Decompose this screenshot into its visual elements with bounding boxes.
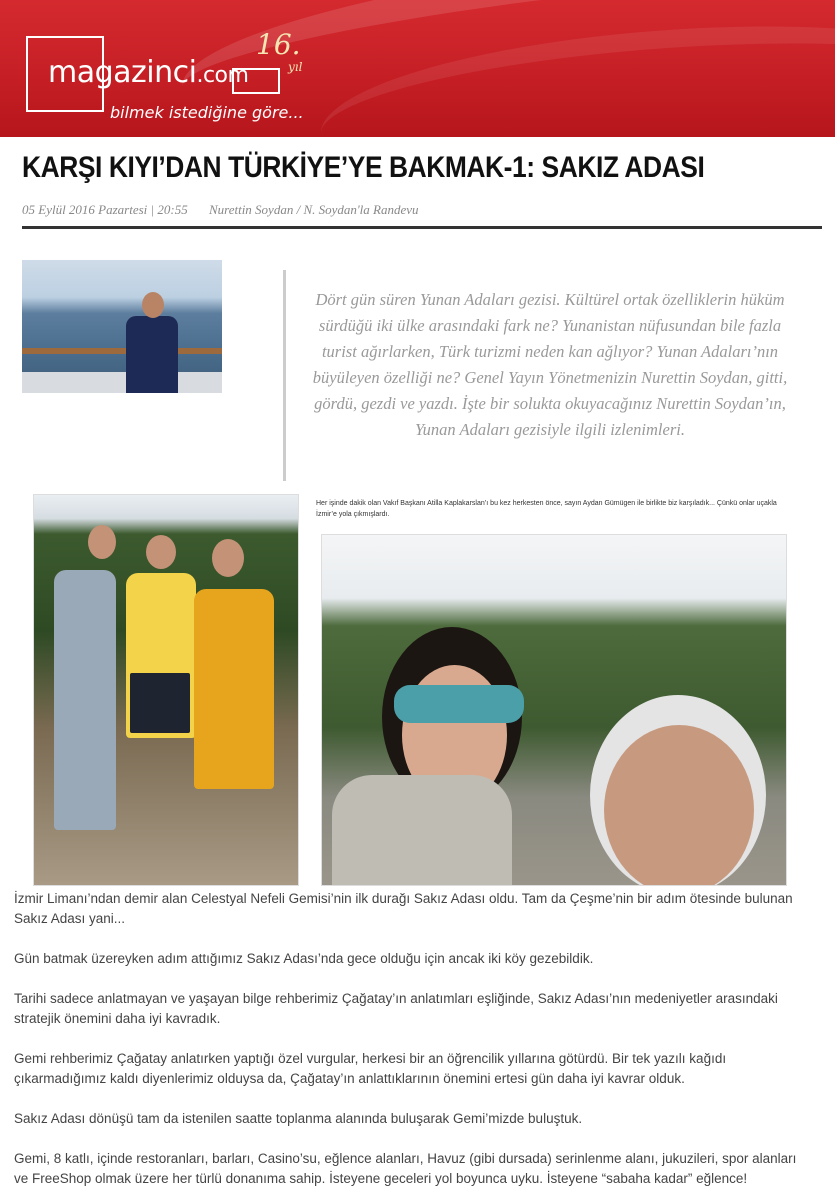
article-date: 05 Eylül 2016 Pazartesi | 20:55: [22, 202, 188, 217]
photo-person-head: [142, 292, 164, 318]
body-paragraph: Tarihi sadece anlatmayan ve yaşayan bilge rehberimiz Çağatay’ın anlatımları eşliğinde, Sakız Adası’nın medeniyetler arasındaki stratejik önemini daha iyi kavradık.: [14, 991, 778, 1026]
article-meta: [22, 202, 419, 218]
anniversary-suffix: yıl: [288, 60, 303, 74]
body-paragraph: Sakız Adası dönüşü tam da istenilen saatte toplanma alanında buluşarak Gemi’mizde buluştuk.: [14, 1111, 583, 1126]
article-body: [14, 889, 814, 1202]
photo-rail: [22, 348, 222, 354]
body-paragraph: Gemi, 8 katlı, içinde restoranları, barları, Casino’su, eğlence alanları, Havuz (gibi dursada) serinlenme alanı, jukuzileri, spor alanları ve FreeShop olmak üzere her türlü donanıma sahip. İsteyene geceleri yol boyunca uyku. İsteyene “sabaha kadar” eğlence!: [14, 1151, 797, 1186]
photo-head: [212, 539, 244, 577]
photo-person: [126, 316, 178, 393]
photo-sunglasses: [394, 685, 524, 723]
article-author[interactable]: Nurettin Soydan / N. Soydan'la Randevu: [208, 202, 419, 217]
photo-figure-man2: [194, 589, 274, 789]
body-paragraph: Gemi rehberimiz Çağatay anlatırken yaptığı özel vurgular, herkesi bir an öğrencilik yıllarına götürdü. Bir tek yazılı kağıdı çıkarmadığımız kaldı diyenlerimiz olduysa da, Çağatay’ın anlattıklarının önemini ertesi gün daha iyi kavrar olduk.: [14, 1051, 727, 1086]
body-paragraph: Gün batmak üzereyken adım attığımız Sakız Adası’nda gece olduğu için ancak iki köy gezebildik.: [14, 951, 594, 966]
photo-figure-woman: [54, 570, 116, 830]
photo-face: [604, 725, 754, 886]
article-photo-selfie[interactable]: [321, 534, 787, 886]
photo-figure-man1-shorts: [130, 673, 190, 733]
title-divider: [22, 226, 822, 229]
photo-caption: Her işinde dakik olan Vakıf Başkanı Atilla Kaplakarslan’ı bu kez herkesten önce, sayın Aydan Gümügen ile birlikte biz karşıladık... Çünkü onlar uçakla İzmir’e yola çıkmışlardı.: [316, 500, 777, 518]
site-tagline: bilmek istediğine göre...: [110, 103, 304, 122]
article-title: KARŞI KIYI’DAN TÜRKİYE’YE BAKMAK-1: SAKIZ ADASI: [22, 151, 705, 184]
site-header: [0, 0, 835, 137]
logo-domain[interactable]: .com: [196, 63, 249, 88]
body-paragraph: İzmir Limanı’ndan demir alan Celestyal Nefeli Gemisi’nin ilk durağı Sakız Adası oldu. Tam da Çeşme’nin bir adım ötesinde bulunan Sakız Adası yani...: [14, 891, 793, 926]
quote-bar: [283, 270, 286, 481]
photo-head: [146, 535, 176, 569]
article-photo-ferry[interactable]: [22, 260, 222, 393]
anniversary-badge: 16.: [256, 28, 301, 61]
logo-text[interactable]: magazinci: [48, 55, 197, 90]
logo-frame-small: [232, 68, 280, 94]
photo-jacket: [332, 775, 512, 886]
photo-deck: [22, 372, 222, 393]
article-lead: Dört gün süren Yunan Adaları gezisi. Kültürel ortak özelliklerin hüküm sürdüğü iki ülke arasındaki fark ne? Yunanistan nüfusundan bile fazla turist ağırlarken, Türk turizmi neden kan ağlıyor? Yunan Adaları’nın büyüleyen özelliği ne? Genel Yayın Yönetmenizin Nurettin Soydan, gitti, gördü, gezdi ve yazdı. İşte bir solukta okuyacağınız Nurettin Soydan’ın, Yunan Adaları gezisiyle ilgili izlenimleri.: [312, 290, 788, 439]
article-photo-group[interactable]: [33, 494, 299, 886]
site-logo[interactable]: [48, 55, 248, 90]
photo-head: [88, 525, 116, 559]
